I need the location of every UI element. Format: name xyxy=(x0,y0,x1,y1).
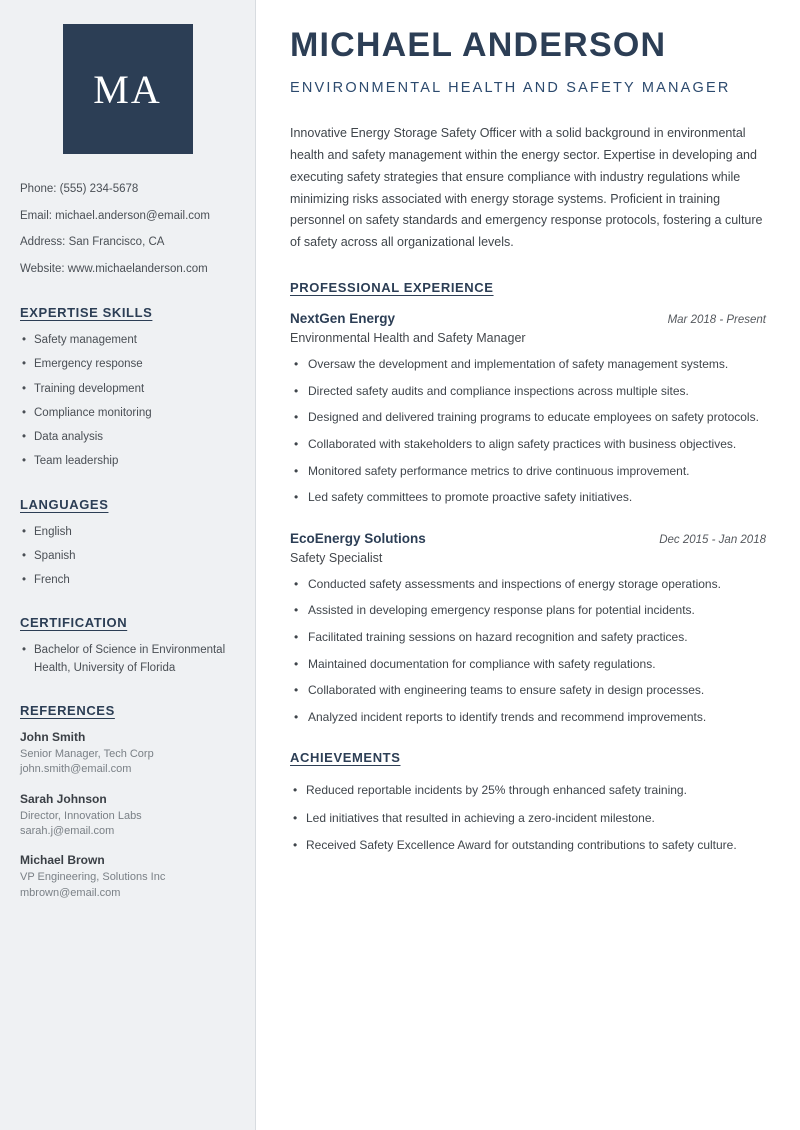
list-item: • Safety management xyxy=(20,332,235,349)
experience-role: Safety Specialist xyxy=(290,550,383,565)
list-item: • Oversaw the development and implementation of safety management systems. xyxy=(290,355,766,374)
references-heading: REFERENCES xyxy=(20,702,115,718)
skills-heading: EXPERTISE SKILLS xyxy=(20,305,153,321)
professional-title: ENVIRONMENTAL HEALTH AND SAFETY MANAGER xyxy=(290,80,731,96)
skills-section xyxy=(20,305,235,471)
list-item: • Compliance monitoring xyxy=(20,405,235,422)
reference-name: Michael Brown xyxy=(20,853,105,868)
list-item: • Emergency response xyxy=(20,356,235,373)
experience-role: Environmental Health and Safety Manager xyxy=(290,331,526,346)
list-item: • Received Safety Excellence Award for outstanding contributions to safety culture. xyxy=(290,836,766,855)
reference-email: sarah.j@email.com xyxy=(20,824,115,837)
list-item: • Directed safety audits and compliance inspections across multiple sites. xyxy=(290,382,766,401)
languages-section xyxy=(20,497,235,590)
sidebar xyxy=(0,0,256,1130)
certification-list xyxy=(20,642,235,677)
achievements-heading: ACHIEVEMENTS xyxy=(290,750,401,766)
monogram-initials: MA xyxy=(63,24,193,154)
experience-company: NextGen Energy xyxy=(290,311,396,327)
list-item: • Analyzed incident reports to identify trends and recommend improvements. xyxy=(290,708,766,727)
reference-role: Director, Innovation Labs xyxy=(20,809,142,822)
list-item: • Training development xyxy=(20,381,235,398)
reference-email: mbrown@email.com xyxy=(20,886,121,899)
list-item: • Monitored safety performance metrics to drive continuous improvement. xyxy=(290,462,766,481)
experience-bullets xyxy=(290,355,766,507)
list-item: • Bachelor of Science in Environmental Health, University of Florida xyxy=(20,642,235,677)
contact-list xyxy=(20,182,235,277)
reference-name: John Smith xyxy=(20,729,86,744)
skills-list xyxy=(20,332,235,471)
certification-section xyxy=(20,615,235,677)
references-section xyxy=(20,703,235,901)
reference-item xyxy=(20,853,235,901)
list-item: • Designed and delivered training programs to educate employees on safety protocols. xyxy=(290,408,766,427)
languages-list xyxy=(20,524,235,590)
profile-summary: Innovative Energy Storage Safety Officer with a solid background in environmental health and safety management within the energy sector. Expertise in developing and executing safety strategies that ensure compliance with industry regulations while minimizing risks associated with energy storage systems. Proficient in training personnel on safety standards and emergency response protocols, fostering a culture of safety across all organizational levels. xyxy=(290,125,763,250)
list-item: • Spanish xyxy=(20,548,235,565)
experience-dates: Mar 2018 - Present xyxy=(667,314,766,327)
contact-email: Email: michael.anderson@email.com xyxy=(20,209,210,222)
list-item: • Assisted in developing emergency response plans for potential incidents. xyxy=(290,601,766,620)
list-item: • Conducted safety assessments and inspections of energy storage operations. xyxy=(290,575,766,594)
certification-heading: CERTIFICATION xyxy=(20,615,128,631)
reference-item xyxy=(20,730,235,778)
reference-name: Sarah Johnson xyxy=(20,791,107,806)
monogram-block xyxy=(20,24,235,154)
list-item: • English xyxy=(20,524,235,541)
main-content xyxy=(256,0,800,1130)
list-item: • Maintained documentation for compliance with safety regulations. xyxy=(290,655,766,674)
contact-website: Website: www.michaelanderson.com xyxy=(20,262,208,275)
experience-heading: PROFESSIONAL EXPERIENCE xyxy=(290,280,494,296)
list-item: • Data analysis xyxy=(20,429,235,446)
experience-item xyxy=(290,531,766,727)
achievements-list xyxy=(290,781,766,855)
experience-bullets xyxy=(290,575,766,727)
experience-dates: Dec 2015 - Jan 2018 xyxy=(659,533,766,546)
contact-phone: Phone: (555) 234-5678 xyxy=(20,183,139,195)
list-item: • Reduced reportable incidents by 25% through enhanced safety training. xyxy=(290,781,766,800)
reference-role: VP Engineering, Solutions Inc xyxy=(20,871,166,884)
experience-item xyxy=(290,311,766,507)
experience-company: EcoEnergy Solutions xyxy=(290,530,426,546)
languages-heading: LANGUAGES xyxy=(20,496,109,512)
list-item: • Collaborated with engineering teams to ensure safety in design processes. xyxy=(290,681,766,700)
contact-address: Address: San Francisco, CA xyxy=(20,236,165,249)
experience-header xyxy=(290,311,766,326)
list-item: • Led safety committees to promote proactive safety initiatives. xyxy=(290,488,766,507)
list-item: • Led initiatives that resulted in achieving a zero-incident milestone. xyxy=(290,809,766,828)
experience-header xyxy=(290,531,766,546)
list-item: • Team leadership xyxy=(20,453,235,470)
reference-role: Senior Manager, Tech Corp xyxy=(20,747,154,760)
reference-email: john.smith@email.com xyxy=(20,763,132,776)
list-item: • Facilitated training sessions on hazard recognition and safety practices. xyxy=(290,628,766,647)
reference-item xyxy=(20,792,235,840)
list-item: • French xyxy=(20,572,235,589)
page-title: MICHAEL ANDERSON xyxy=(290,26,667,64)
list-item: • Collaborated with stakeholders to align safety practices with business objectives. xyxy=(290,435,766,454)
